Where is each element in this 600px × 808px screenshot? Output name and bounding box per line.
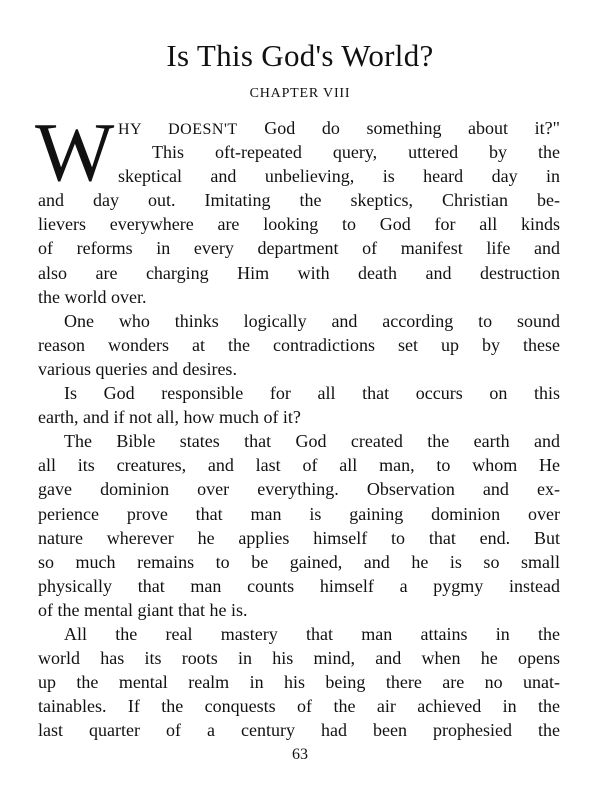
text-line: All the real mastery that man attains in the xyxy=(64,623,560,644)
text-line: lievers everywhere are looking to God for all kinds xyxy=(38,214,560,235)
text-line: skeptical and unbelieving, is heard day in xyxy=(118,166,560,187)
text-line: perience prove that man is gaining dominion over xyxy=(38,503,560,524)
paragraph xyxy=(38,429,560,622)
text-line: reason wonders at the contradictions set up by these xyxy=(38,334,560,355)
text-line: physically that man counts himself a pygmy instead xyxy=(38,575,560,596)
body-text xyxy=(35,106,560,742)
text-line: nature wherever he applies himself to that end. But xyxy=(38,527,560,548)
smallcaps-run: HY DOESN'T xyxy=(118,121,238,138)
text-line: also are charging Him with death and destruction xyxy=(38,262,560,283)
page-title: Is This God's World? xyxy=(166,38,434,73)
dropcap-lines xyxy=(38,116,560,188)
paragraph xyxy=(38,381,560,429)
text-line xyxy=(38,116,560,140)
opening-paragraph xyxy=(35,106,560,309)
page-number: 63 xyxy=(292,746,308,763)
text-line: One who thinks logically and according to sound xyxy=(64,310,560,331)
text-line: so much remains to be gained, and he is so small xyxy=(38,551,560,572)
text-line: of reforms in every department of manifest life and xyxy=(38,238,560,259)
paragraph xyxy=(38,309,560,381)
text-line: all its creatures, and last of all man, to whom He xyxy=(38,455,560,476)
line-text: God do something about it?" xyxy=(264,118,560,138)
drop-cap: W xyxy=(35,106,115,199)
text-line: gave dominion over everything. Observation and ex- xyxy=(38,479,560,500)
text-line: and day out. Imitating the skeptics, Christian be- xyxy=(38,190,560,211)
text-line: earth, and if not all, how much of it? xyxy=(38,407,301,428)
text-line: tainables. If the conquests of the air achieved in the xyxy=(38,696,560,717)
text-line: The Bible states that God created the earth and xyxy=(64,431,560,452)
paragraph xyxy=(38,622,560,742)
text-line: This oft-repeated query, uttered by the xyxy=(152,142,560,163)
chapter-heading: CHAPTER VIII xyxy=(249,86,351,101)
text-line: the world over. xyxy=(38,286,147,307)
text-line: various queries and desires. xyxy=(38,358,237,379)
text-line: up the mental realm in his being there are no unat- xyxy=(38,672,560,693)
text-line: of the mental giant that he is. xyxy=(38,599,248,620)
text-line: world has its roots in his mind, and when he opens xyxy=(38,648,560,669)
text-line: Is God responsible for all that occurs on this xyxy=(64,383,560,404)
text-line: last quarter of a century had been prophesied the xyxy=(38,720,560,741)
